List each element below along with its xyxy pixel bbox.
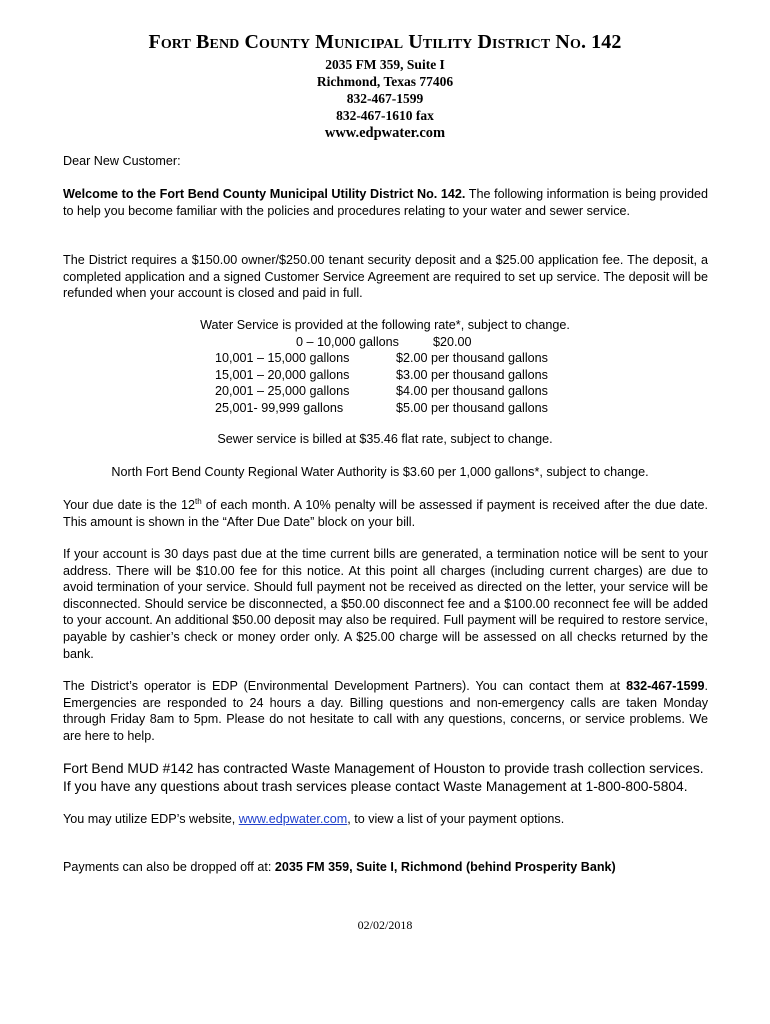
district-title — [0, 30, 770, 54]
operator-rest: . Emergencies are responded to 24 hours a day. Billing questions and non-emergency calls are taken Monday through Friday 8am to 5pm. Please do not hesitate to call with any questions, concerns, or service problems. We are here to help. — [63, 679, 708, 743]
website-paragraph — [63, 811, 708, 828]
rate-price: $2.00 per thousand gallons — [396, 351, 548, 366]
welcome-paragraph — [63, 186, 708, 219]
website-intro: You may utilize EDP’s website, — [63, 812, 239, 826]
operator-phone: 832-467-1599 — [626, 679, 705, 693]
trash-paragraph: Fort Bend MUD #142 has contracted Waste Management of Houston to provide trash collection services. If you have any questions about trash services please contact Waste Management at 1-800-800-5804. — [63, 761, 704, 794]
due-date-ordinal: th — [195, 496, 202, 506]
address-line-2: Richmond, Texas 77406 — [316, 74, 454, 89]
dropoff-paragraph — [63, 859, 708, 876]
rate-range: 10,001 – 15,000 gallons — [215, 351, 350, 366]
welcome-bold: Welcome to the Fort Bend County Municipal Utility District No. 142. — [63, 187, 466, 201]
fax-line: 832-467-1610 fax — [336, 108, 434, 123]
rate-range: 25,001- 99,999 gallons — [215, 400, 344, 415]
rate-price: $3.00 per thousand gallons — [396, 367, 548, 382]
rate-row — [0, 400, 770, 417]
welcome-rest: The following information is being provided to help you become familiar with the policies and procedures relating to your water and sewer service. — [63, 187, 708, 218]
rate-row — [0, 367, 770, 384]
past-due-paragraph: If your account is 30 days past due at the time current bills are generated, a termination notice will be sent to your address. There will be $10.00 fee for this notice. At this point all charges (including current charges) are due to avoid termination of your service. Should full payment not be received as directed on the letter, your service will be disconnected. Should service be disconnected, a $50.00 disconnect fee and a $100.00 reconnect fee will be added to your account. An additional $50.00 deposit may also be required. Full payment will be required to restore service, payable by cashier’s check or money order only. A $25.00 charge will be assessed on all checks returned by the bank. — [63, 547, 708, 661]
deposit-paragraph: The District requires a $150.00 owner/$250.00 tenant security deposit and a $25.00 application fee. The deposit, a completed application and a signed Customer Service Agreement are required to set up service. The deposit will be refunded when your account is closed and paid in full. — [63, 253, 708, 301]
rate-price: $5.00 per thousand gallons — [396, 400, 548, 415]
rate-row — [0, 383, 770, 400]
rate-row — [0, 334, 770, 351]
operator-paragraph — [63, 678, 708, 744]
due-date-paragraph — [63, 497, 708, 530]
dropoff-label: Payments can also be dropped off at: — [63, 860, 275, 874]
rate-range: 20,001 – 25,000 gallons — [215, 384, 350, 399]
operator-intro: The District’s operator is EDP (Environmental Development Partners). You can contact them at — [63, 679, 627, 693]
water-rate-heading: Water Service is provided at the following rate*, subject to change. — [200, 318, 570, 332]
footer-date: 02/02/2018 — [357, 918, 413, 932]
address-line-1: 2035 FM 359, Suite I — [325, 57, 445, 72]
edp-website-link[interactable]: www.edpwater.com — [238, 812, 348, 826]
due-date-start: Your due date is the 12 — [63, 498, 196, 512]
rate-range: 15,001 – 20,000 gallons — [215, 367, 350, 382]
due-date-rest: of each month. A 10% penalty will be assessed if payment is received after the due date. This amount is shown in the “After Due Date” block on your bill. — [63, 498, 708, 529]
water-rate-table — [0, 317, 770, 417]
letterhead — [0, 30, 770, 143]
dropoff-location: 2035 FM 359, Suite I, Richmond (behind Prosperity Bank) — [274, 860, 616, 874]
rate-price: $20.00 — [433, 334, 472, 349]
rate-price: $4.00 per thousand gallons — [396, 384, 548, 399]
rate-row — [0, 350, 770, 367]
district-number: 142 — [591, 31, 622, 53]
website-line: www.edpwater.com — [324, 125, 446, 141]
water-authority-line: North Fort Bend County Regional Water Authority is $3.60 per 1,000 gallons*, subject to change. — [111, 465, 649, 479]
sewer-rate-line: Sewer service is billed at $35.46 flat rate, subject to change. — [217, 432, 553, 446]
phone-line: 832-467-1599 — [346, 91, 424, 106]
website-rest: , to view a list of your payment options. — [347, 812, 565, 826]
salutation: Dear New Customer: — [63, 154, 181, 168]
rate-range: 0 – 10,000 gallons — [296, 334, 399, 349]
district-title-text: Fort Bend County Municipal Utility District No. — [148, 31, 587, 53]
